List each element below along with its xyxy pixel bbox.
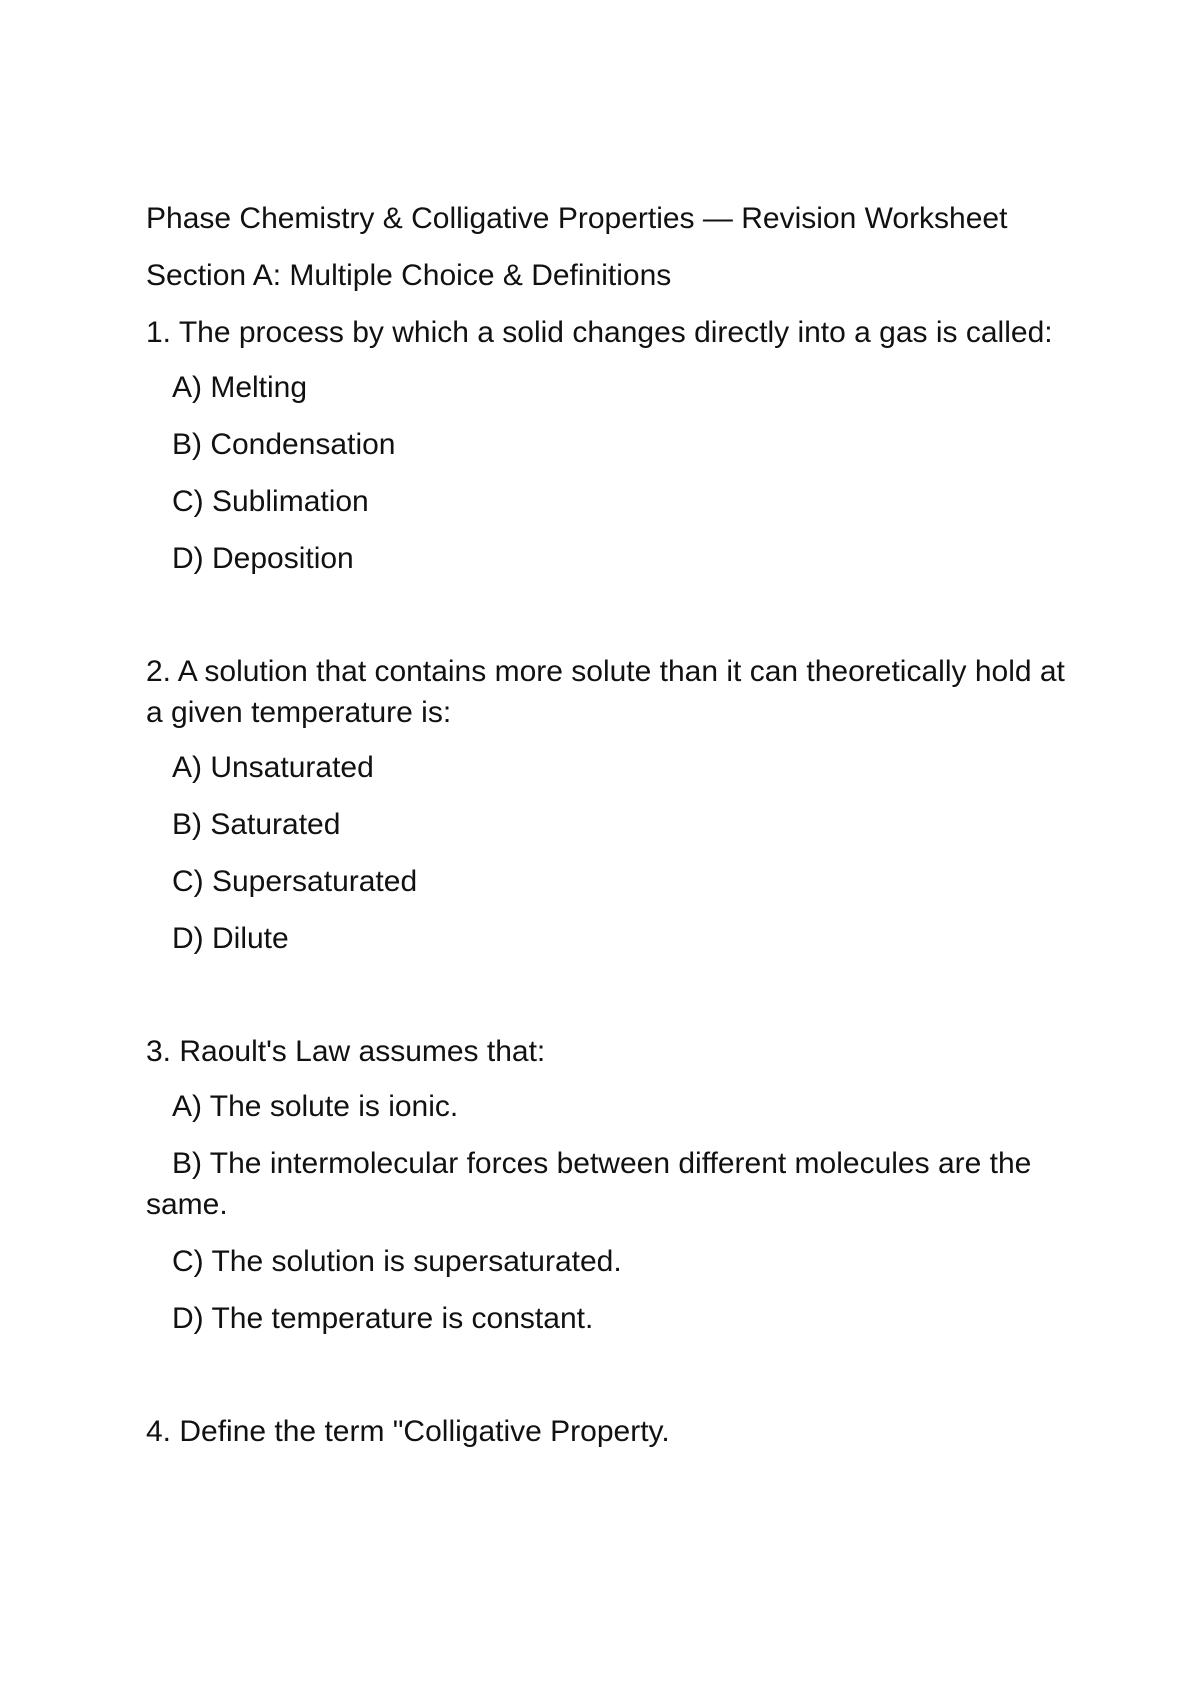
question-3-options	[146, 1086, 1066, 1339]
question-1-stem: 1. The process by which a solid changes directly into a gas is called:	[146, 316, 1053, 349]
question-3	[146, 1031, 1066, 1339]
question-2-options	[146, 747, 1066, 959]
question-1-option-b: B) Condensation	[172, 428, 396, 461]
question-1-options	[146, 367, 1066, 579]
question-3-stem: 3. Raoult's Law assumes that:	[146, 1035, 546, 1068]
question-1	[146, 312, 1066, 579]
question-2-option-a: A) Unsaturated	[172, 751, 374, 784]
question-1-option-c: C) Sublimation	[172, 485, 369, 518]
question-3-option-d: D) The temperature is constant.	[172, 1302, 594, 1335]
question-1-option-d: D) Deposition	[172, 542, 354, 575]
question-4	[146, 1411, 1066, 1452]
question-1-option-a: A) Melting	[172, 371, 308, 404]
question-2	[146, 651, 1066, 959]
question-3-option-c: C) The solution is supersaturated.	[172, 1245, 622, 1278]
spacer	[146, 595, 1066, 651]
question-2-stem: 2. A solution that contains more solute than it can theoretically hold at a given temperature is:	[146, 655, 1065, 729]
worksheet-title: Phase Chemistry & Colligative Properties — Revision Worksheet	[146, 202, 1008, 235]
section-a-heading: Section A: Multiple Choice & Definitions	[146, 259, 672, 292]
question-3-option-a: A) The solute is ionic.	[172, 1090, 459, 1123]
worksheet-page	[146, 198, 1066, 1466]
question-2-option-d: D) Dilute	[172, 922, 289, 955]
question-2-option-b: B) Saturated	[172, 808, 341, 841]
question-3-option-b: B) The intermolecular forces between different molecules are the same.	[146, 1147, 1032, 1221]
spacer	[146, 1355, 1066, 1411]
question-2-option-c: C) Supersaturated	[172, 865, 418, 898]
spacer	[146, 975, 1066, 1031]
question-4-stem: 4. Define the term "Colligative Property.	[146, 1415, 670, 1448]
